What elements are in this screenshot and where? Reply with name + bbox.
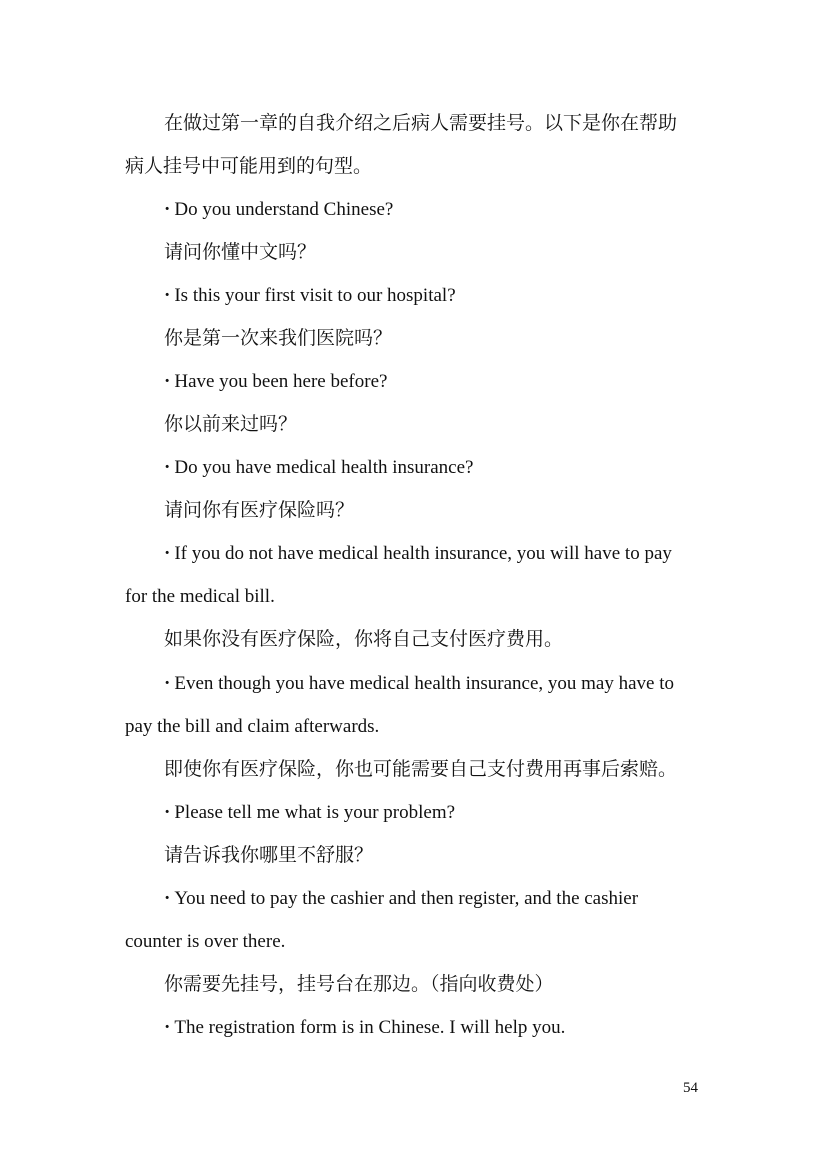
phrase-english-2: · Is this your first visit to our hospital?: [164, 284, 700, 308]
phrase-english-8-line-2: counter is over there.: [125, 931, 286, 952]
phrase-chinese-7: 请告诉我你哪里不舒服？: [164, 845, 374, 866]
phrase-english-3: · Have you been here before?: [164, 370, 700, 394]
phrase-chinese-5: 如果你没有医疗保险，你将自己支付医疗费用。: [164, 629, 564, 650]
phrase-chinese-6: 即使你有医疗保险，你也可能需要自己支付费用再事后索赔。: [164, 759, 678, 780]
phrase-chinese-3: 你以前来过吗？: [164, 414, 298, 435]
phrase-english-6-line-1: · Even though you have medical health insurance, you may have to: [164, 672, 700, 696]
phrase-english-5-line-2: for the medical bill.: [125, 586, 275, 607]
phrase-english-6-line-2: pay the bill and claim afterwards.: [125, 716, 380, 737]
phrase-chinese-4: 请问你有医疗保险吗？: [164, 500, 355, 521]
page-number: 54: [683, 1080, 698, 1096]
phrase-english-5-line-1: · If you do not have medical health insurance, you will have to pay: [164, 542, 700, 566]
phrase-english-9: · The registration form is in Chinese. I will help you.: [164, 1016, 700, 1040]
phrase-english-4: · Do you have medical health insurance?: [164, 456, 700, 480]
intro-paragraph-line-1: 在做过第一章的自我介绍之后病人需要挂号。以下是你在帮助: [164, 113, 678, 134]
phrase-english-7: · Please tell me what is your problem?: [164, 801, 700, 825]
phrase-chinese-1: 请问你懂中文吗？: [164, 242, 317, 263]
phrase-chinese-8: 你需要先挂号，挂号台在那边。（指向收费处）: [164, 974, 554, 995]
intro-paragraph-line-2: 病人挂号中可能用到的句型。: [125, 156, 373, 177]
phrase-english-8-line-1: · You need to pay the cashier and then register, and the cashier: [164, 887, 700, 911]
phrase-chinese-2: 你是第一次来我们医院吗？: [164, 328, 393, 349]
phrase-english-1: · Do you understand Chinese?: [164, 198, 700, 222]
